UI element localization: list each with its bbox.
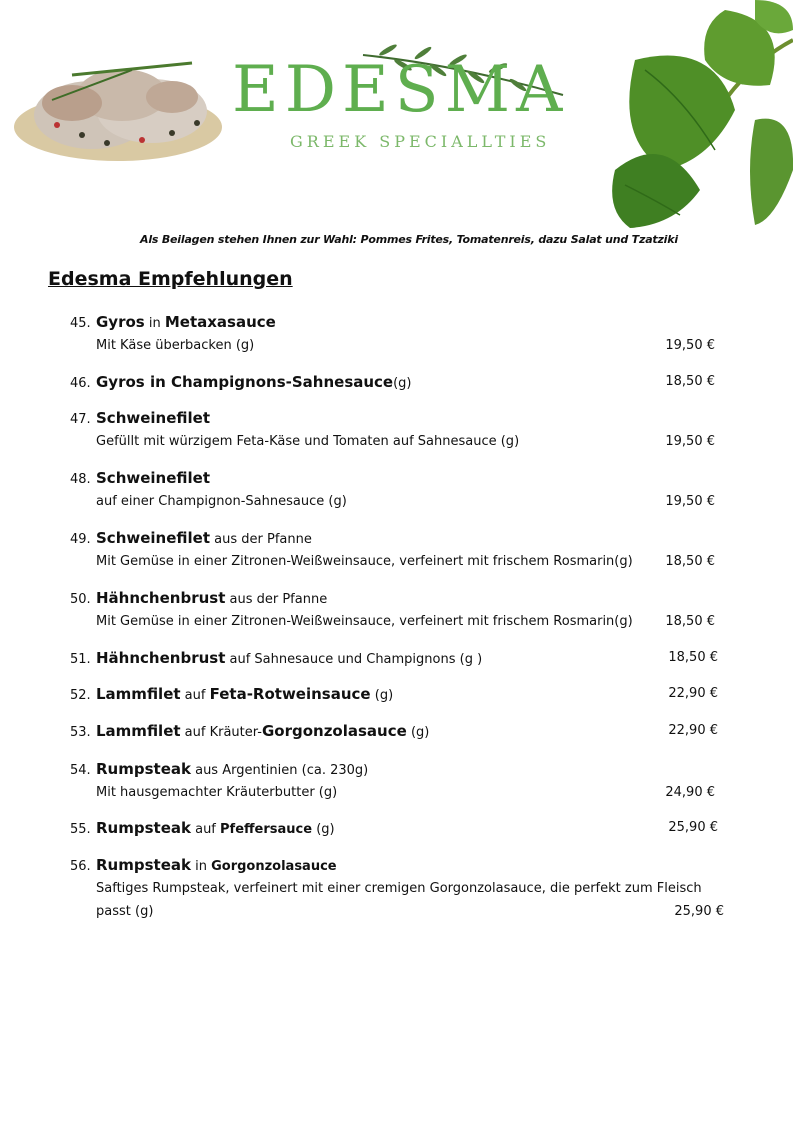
menu-item-title-part: aus der Pfanne <box>210 532 312 547</box>
grilled-meat-image <box>12 45 224 165</box>
menu-item-title-part: auf Sahnesauce und Champignons (g ) <box>225 652 483 667</box>
menu-item-description: Saftiges Rumpsteak, verfeinert mit einer cremigen Gorgonzolasauce, die perfekt zum Fleisch passt (g) 25,90 € <box>70 877 736 923</box>
menu-item-title-part: (g) <box>393 376 412 391</box>
menu-item-price: 18,50 € <box>665 614 715 629</box>
menu-item-title-part: Schweinefilet <box>96 469 211 487</box>
menu-item <box>70 310 730 358</box>
section-title: Edesma Empfehlungen <box>48 268 293 290</box>
menu-item-title-row <box>70 586 730 610</box>
menu-item-title-part: Rumpsteak <box>96 819 191 837</box>
menu-item-number: 48. <box>70 472 91 487</box>
menu-item-title-part: (g) <box>406 725 430 740</box>
menu-item-title-row <box>70 406 730 430</box>
menu-item-title-row <box>70 466 730 490</box>
menu-item-title-row <box>70 853 730 877</box>
menu-item-price: 24,90 € <box>665 785 715 800</box>
menu-item-description: Gefüllt mit würzigem Feta-Käse und Tomaten auf Sahnesauce (g) 19,50 € <box>70 430 730 454</box>
menu-item-price: 19,50 € <box>665 434 715 449</box>
side-dishes-note: Als Beilagen stehen Ihnen zur Wahl: Pommes Frites, Tomatenreis, dazu Salat und Tzatziki <box>140 233 678 246</box>
menu-item-price: 18,50 € <box>665 374 715 389</box>
menu-item-number: 46. <box>70 376 91 391</box>
menu-item <box>70 682 730 706</box>
menu-item-price: 18,50 € <box>665 554 715 569</box>
menu-item-title-part: Rumpsteak <box>96 760 191 778</box>
menu-item-price: 25,90 € <box>674 904 724 919</box>
menu-item <box>70 719 730 743</box>
menu-item <box>70 526 730 574</box>
menu-item-title-part: Gyros in Champignons-Sahnesauce <box>96 373 394 391</box>
menu-item-price: 22,90 € <box>668 723 718 738</box>
menu-item-title-part: Schweinefilet <box>96 529 211 547</box>
menu-item-title-part: Lammfilet <box>96 685 181 703</box>
header <box>0 0 793 240</box>
menu-item-title-part: auf Kräuter- <box>180 725 262 740</box>
edesma-logo <box>228 35 568 160</box>
menu-item-number: 55. <box>70 822 91 837</box>
menu-item <box>70 853 730 923</box>
menu-item-title-part: Gyros <box>96 313 145 331</box>
logo-text: EDESMA <box>232 53 569 127</box>
menu-item <box>70 586 730 634</box>
menu-item-title-part: in <box>190 859 212 874</box>
menu-item-title-part: Pfeffersauce <box>220 822 313 837</box>
logo-subtitle: GREEK SPECIALLTIES <box>290 132 551 151</box>
menu-item-number: 50. <box>70 592 91 607</box>
menu-item-description: Mit Käse überbacken (g) 19,50 € <box>70 334 730 358</box>
menu-item-title-part: Metaxasauce <box>164 313 276 331</box>
menu-item-title-row <box>70 526 730 550</box>
menu-item-price: 19,50 € <box>665 338 715 353</box>
menu-item-description: auf einer Champignon-Sahnesauce (g) 19,50 € <box>70 490 730 514</box>
menu-item-title-part: (g) <box>370 688 394 703</box>
menu-item-number: 51. <box>70 652 91 667</box>
menu-item-number: 45. <box>70 316 91 331</box>
menu-item-title-part: auf <box>180 688 210 703</box>
menu-item-price: 22,90 € <box>668 686 718 701</box>
menu-item-number: 56. <box>70 859 91 874</box>
menu-item-title-part: (g) <box>312 822 335 837</box>
menu-item-title-part: Gorgonzolasauce <box>261 722 407 740</box>
menu-item-number: 53. <box>70 725 91 740</box>
menu-item <box>70 466 730 514</box>
menu-item-title-row <box>70 682 730 706</box>
menu-item-title-row <box>70 757 730 781</box>
menu-item-price: 18,50 € <box>668 650 718 665</box>
menu-item <box>70 406 730 454</box>
menu-item <box>70 370 730 394</box>
menu-item <box>70 757 730 805</box>
menu-item <box>70 646 730 670</box>
menu-item-title-part: Hähnchenbrust <box>96 589 226 607</box>
menu-item-number: 54. <box>70 763 91 778</box>
menu-item-title-row <box>70 310 730 334</box>
menu-item-number: 52. <box>70 688 91 703</box>
menu-item-title-row <box>70 816 730 840</box>
menu-item-price: 19,50 € <box>665 494 715 509</box>
menu-item-title-part: aus der Pfanne <box>225 592 328 607</box>
menu-item-description: Mit hausgemachter Kräuterbutter (g) 24,90 € <box>70 781 730 805</box>
menu-item-title-part: Hähnchenbrust <box>96 649 226 667</box>
menu-item-title-part: Lammfilet <box>96 722 181 740</box>
menu-item-number: 49. <box>70 532 91 547</box>
menu-item-title-part: in <box>144 316 165 331</box>
menu-item-title-part: Rumpsteak <box>96 856 191 874</box>
menu-item <box>70 816 730 840</box>
menu-item-title-part: auf <box>190 822 221 837</box>
menu-item-title-part: Gorgonzolasauce <box>211 859 337 874</box>
menu-item-title-row <box>70 719 730 743</box>
menu-item-description: Mit Gemüse in einer Zitronen-Weißweinsauce, verfeinert mit frischem Rosmarin(g) 18,50 € <box>70 550 730 574</box>
menu-item-title-part: Feta-Rotweinsauce <box>209 685 371 703</box>
menu-item-title-row <box>70 370 730 394</box>
menu-item-number: 47. <box>70 412 91 427</box>
menu-item-title-part: aus Argentinien (ca. 230g) <box>190 763 369 778</box>
menu-item-description: Mit Gemüse in einer Zitronen-Weißweinsauce, verfeinert mit frischem Rosmarin(g) 18,50 € <box>70 610 730 634</box>
basil-leaves-image <box>605 0 793 235</box>
menu-item-title-part: Schweinefilet <box>96 409 211 427</box>
menu-item-title-row <box>70 646 730 670</box>
menu-item-price: 25,90 € <box>668 820 718 835</box>
